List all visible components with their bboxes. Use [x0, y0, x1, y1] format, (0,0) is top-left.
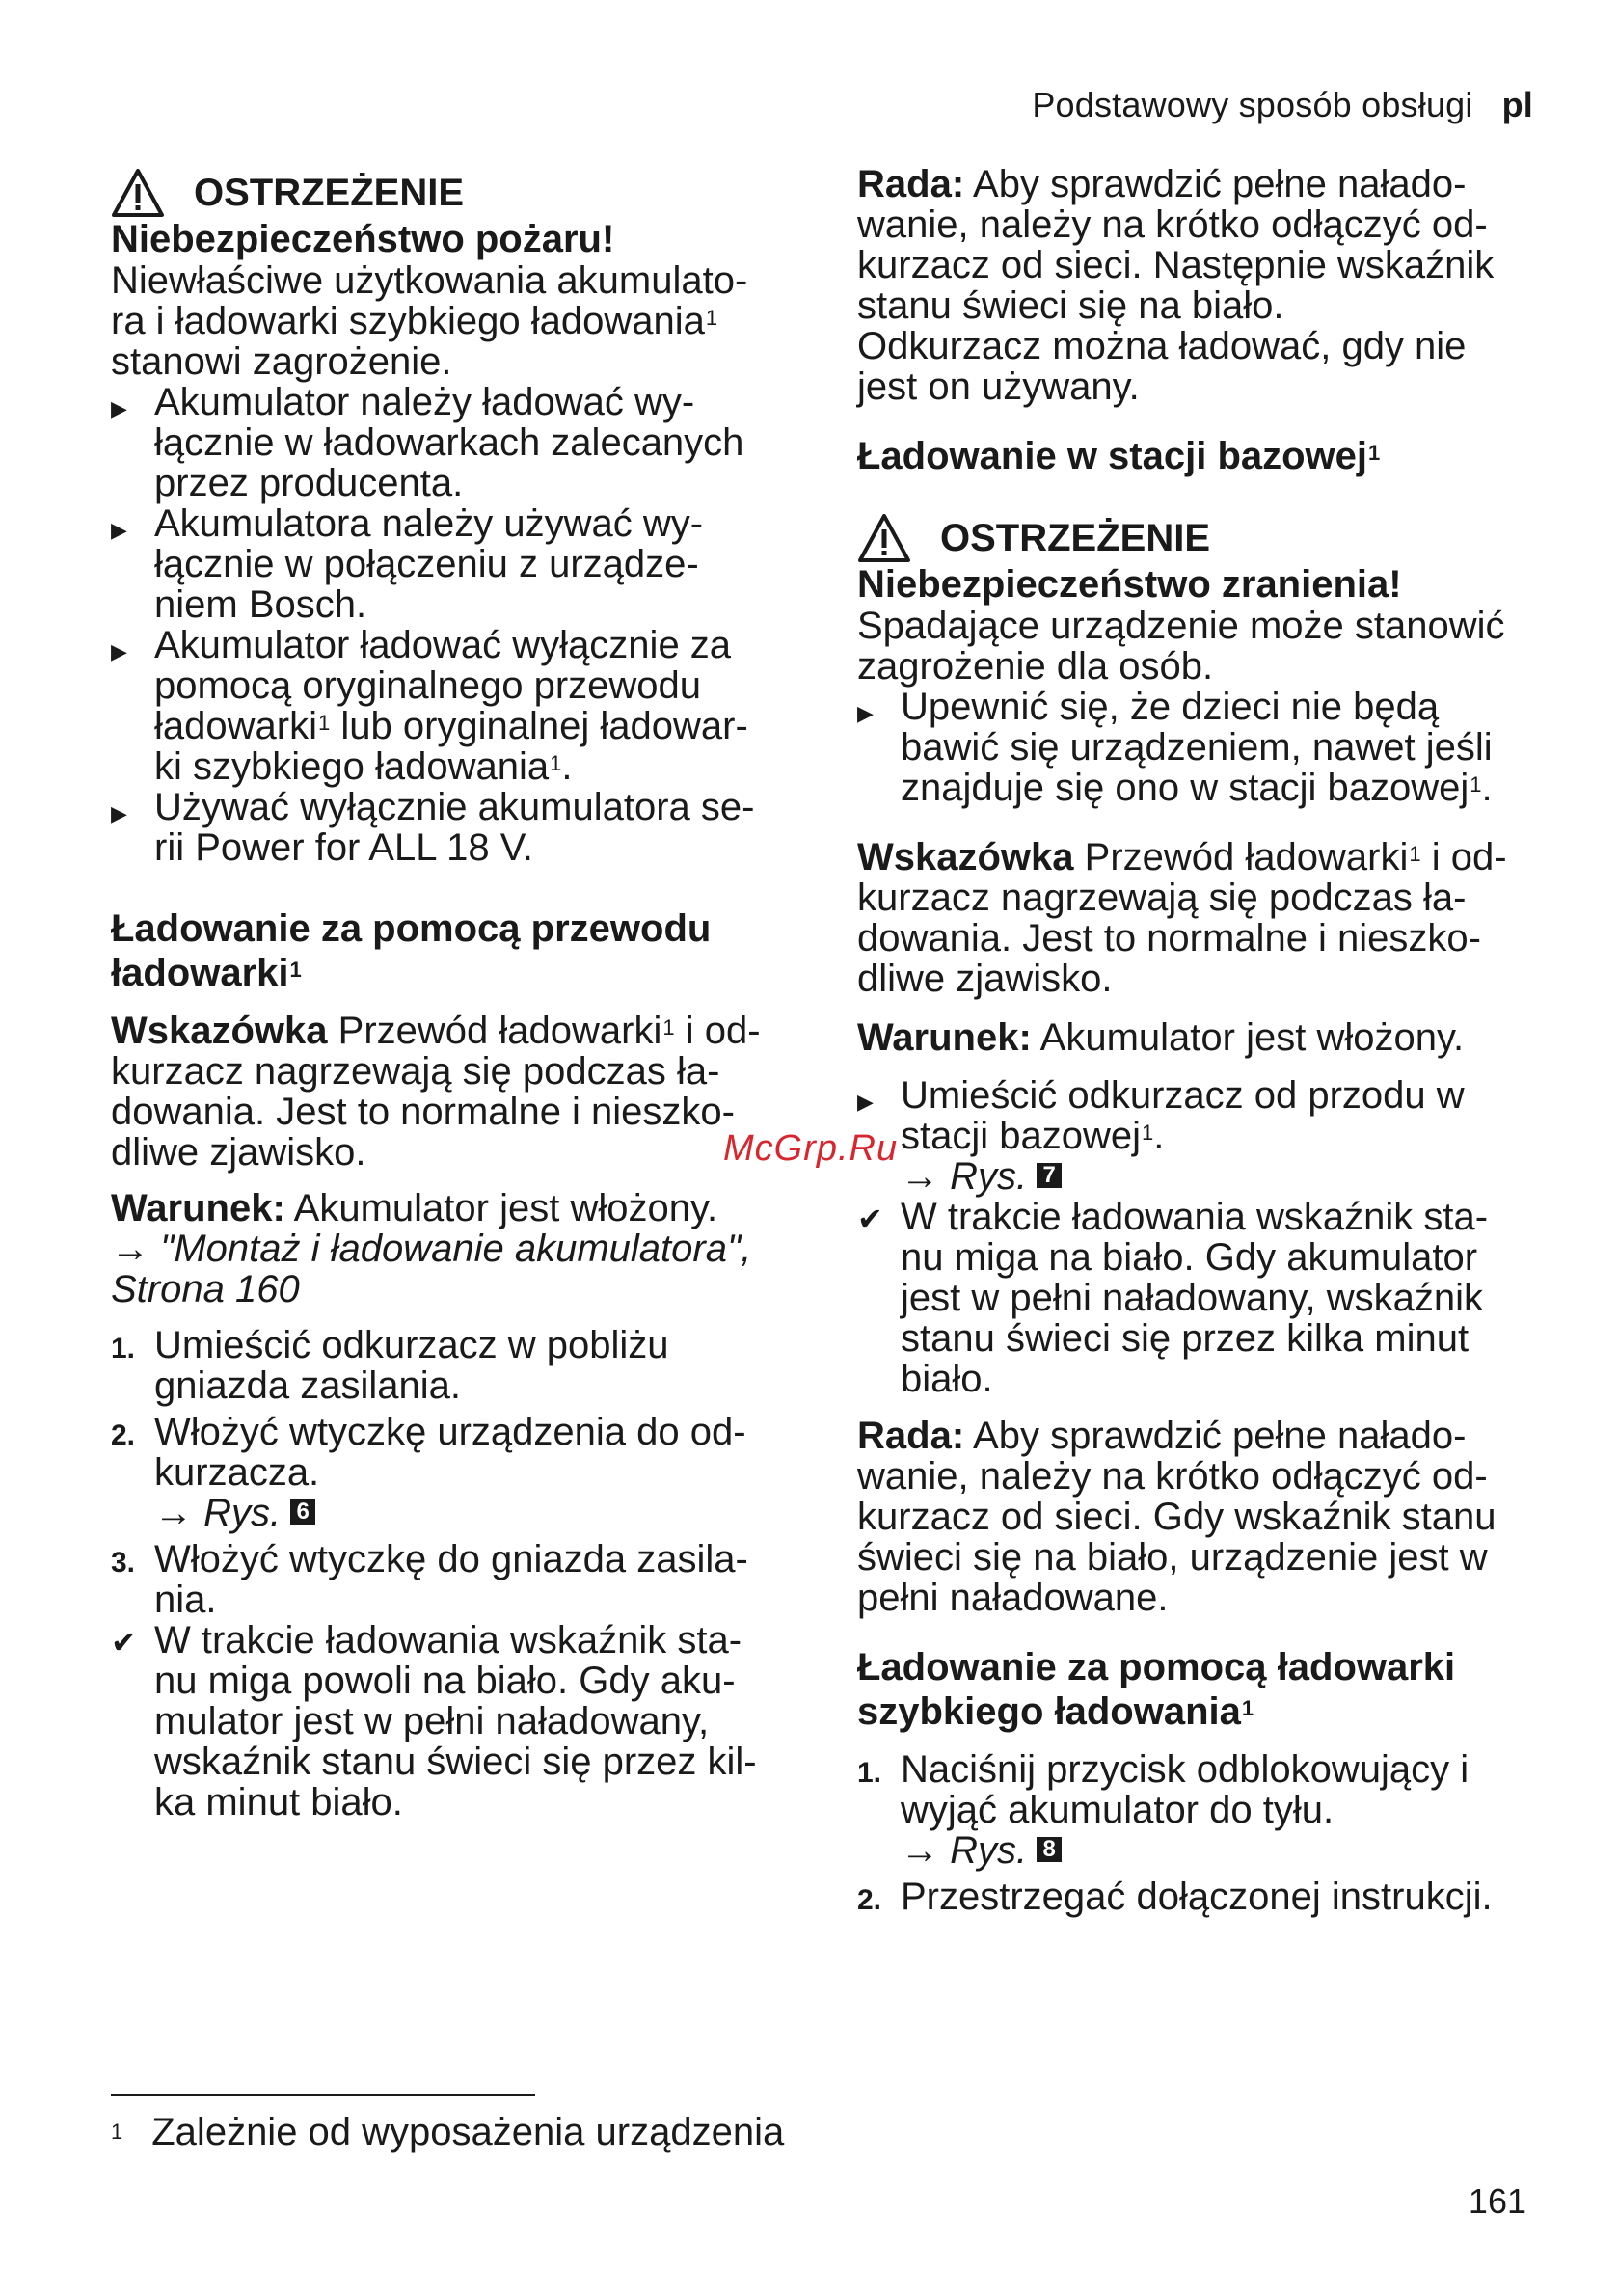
step-number: 1.	[111, 1333, 136, 1364]
list-item: ▶ Używać wyłącznie akumulatora se- rii Power for ALL 18 V.	[111, 786, 755, 869]
figure-number-badge: 8	[1037, 1837, 1062, 1862]
warning-heading	[857, 513, 1532, 563]
bullet-arrow-icon: ▶	[111, 396, 127, 420]
tip-check-block: Rada: Aby sprawdzić pełne nałado- wanie, należy na krótko odłączyć od- kurzacz od sieci. Następnie wskaźnik stanu świeci się na biało. Odkurzacz można ładować, gdy nie jest on używany.	[857, 163, 1495, 408]
figure-number-badge: 7	[1037, 1163, 1062, 1188]
step-number: 3.	[111, 1547, 136, 1579]
list-item: ▶ Upewnić się, że dzieci nie będą bawić się urządzeniem, nawet jeśli znajduje się ono w stacji bazowej$^1$.	[857, 686, 1493, 809]
checkmark-icon: ✔	[857, 1202, 883, 1236]
bullet-arrow-icon: ▶	[111, 639, 127, 663]
cable-charging-section: Ładowanie za pomocą przewodu ładowarki$^1$ Wskazówka Przewód ładowarki$^1$ i od- kurzacz nagrzewają się podczas ła- dowania. Jest to normalne i nieszko- dliwe zjawisko. Warunek: Akumulator jest włożony. → "Montaż i ładowanie akumulatora", Strona 160 1. Umieścić odkurzacz w pobliżu gniazda zasilania. 2. Włożyć wtyczkę urządzenia do od- kurzacza. → Rys. 6 3. Włożyć wtyczkę do gniazda zasila- nia. ✔ W trakcie ładowania wskaźnik sta- nu miga powoli na biało. Gdy aku- mulator jest w pełni naładowany, wskaźnik stanu świeci się przez kil- ka minut biało.	[111, 906, 786, 1823]
condition-block: Warunek: Akumulator jest włożony.	[857, 1016, 1465, 1059]
warning-title: OSTRZEŻENIE	[194, 172, 465, 214]
figure-reference[interactable]: → Rys. 7	[901, 1156, 1532, 1197]
running-header	[1032, 85, 1533, 125]
step-item: 2. Włożyć wtyczkę urządzenia do od- kurzacza. → Rys. 6	[111, 1412, 786, 1533]
warning-subtitle: Niebezpieczeństwo zranienia!	[857, 563, 1402, 606]
condition-block: Warunek: Akumulator jest włożony. → "Montaż i ładowanie akumulatora", Strona 160	[111, 1188, 786, 1310]
warning-triangle-icon	[111, 168, 165, 218]
station-steps	[857, 1075, 1532, 1399]
step-item: 2. Przestrzegać dołączonej instrukcji.	[857, 1877, 1532, 1917]
tip-label: Wskazówka	[857, 836, 1074, 878]
condition-label: Warunek:	[111, 1187, 285, 1229]
fire-warning-block: OSTRZEŻENIE Niebezpieczeństwo pożaru! Niewłaściwe użytkowania akumulato- ra i ładowarki szybkiego ładowania$^1$ stanowi zagrożenie. ▶ Akumulator należy ładować wy- łącznie w ładowarkach zalecanych przez producenta. ▶ Akumulatora należy używać wy- łącznie w połączeniu z urządze- niem Bosch. ▶ Akumulator ładować wyłącznie za pomocą oryginalnego przewodu ładowarki$^1$ lub oryginalnej ładowar- ki szybkiego ładowania$^1$. ▶ Używać wyłącznie akumulatora se- rii Power for ALL 18 V.	[111, 168, 786, 868]
list-item: ▶ Akumulator należy ładować wy- łącznie w ładowarkach zalecanych przez producenta.	[111, 381, 744, 504]
bullet-arrow-icon: ▶	[111, 518, 127, 542]
step-item: 3. Włożyć wtyczkę do gniazda zasila- nia.	[111, 1538, 748, 1621]
injury-warning-block: OSTRZEŻENIE Niebezpieczeństwo zranienia! Spadające urządzenie może stanowić zagrożenie dla osób. ▶ Upewnić się, że dzieci nie będą bawić się urządzeniem, nawet jeśli znajduje się ono w stacji bazowej$^1$.	[857, 513, 1532, 808]
section-heading: Ładowanie za pomocą przewodu	[111, 907, 712, 950]
footnote-number: 1	[111, 2120, 123, 2144]
warning-heading	[111, 168, 786, 218]
bullet-arrow-icon: ▶	[857, 701, 874, 725]
warning-title: OSTRZEŻENIE	[940, 517, 1211, 559]
warning-triangle-icon	[857, 513, 911, 563]
section-title: Podstawowy sposób obsługi	[1032, 85, 1473, 124]
footnote	[111, 2112, 784, 2152]
figure-reference[interactable]: → Rys. 6	[154, 1493, 786, 1533]
bullet-arrow-icon: ▶	[857, 1090, 874, 1114]
watermark: McGrp.Ru	[723, 1128, 899, 1169]
warning-subtitle: Niebezpieczeństwo pożaru!	[111, 218, 615, 260]
result-item: ✔ W trakcie ładowania wskaźnik sta- nu miga powoli na biało. Gdy aku- mulator jest w pełni naładowany, wskaźnik stanu świeci się przez kil- ka minut biało.	[111, 1619, 757, 1823]
result-item: ✔ W trakcie ładowania wskaźnik sta- nu miga na biało. Gdy akumulator jest w pełni naładowany, wskaźnik stanu świeci się przez kilka minut biało.	[857, 1196, 1489, 1400]
step-number: 2.	[857, 1884, 882, 1916]
list-item: ▶ Akumulator ładować wyłącznie za pomocą oryginalnego przewodu ładowarki$^1$ lub oryginalnej ładowar- ki szybkiego ładowania$^1$.	[111, 624, 748, 788]
tip-label: Rada:	[857, 163, 965, 205]
footnote-ref: 1	[705, 306, 718, 330]
step-item: 1. Umieścić odkurzacz w pobliżu gniazda zasilania.	[111, 1324, 669, 1407]
footnote-text: Zależnie od wyposażenia urządzenia	[151, 2111, 785, 2153]
condition-label: Warunek:	[857, 1016, 1032, 1059]
tip-block: Wskazówka Przewód ładowarki$^1$ i od- kurzacz nagrzewają się podczas ła- dowania. Jest to normalne i nieszko- dliwe zjawisko.	[111, 1010, 761, 1174]
tip-check-block-2: Rada: Aby sprawdzić pełne nałado- wanie, należy na krótko odłączyć od- kurzacz od sieci. Gdy wskaźnik stanu świeci się na biało, urządzenie jest w pełni naładowane.	[857, 1415, 1497, 1619]
footnote-divider	[111, 2094, 535, 2096]
steps-list	[111, 1325, 786, 1823]
list-item: ▶ Akumulatora należy używać wy- łącznie w połączeniu z urządze- niem Bosch.	[111, 502, 704, 626]
figure-reference[interactable]: → Rys. 8	[901, 1830, 1532, 1871]
section-heading: Ładowanie za pomocą ładowarki	[857, 1646, 1456, 1688]
warning-text: Niewłaściwe użytkowania akumulato-	[111, 259, 748, 302]
step-item: 1. Naciśnij przycisk odblokowujący i wyjąć akumulator do tyłu. → Rys. 8	[857, 1749, 1532, 1871]
step-number: 1.	[857, 1757, 882, 1789]
figure-number-badge: 6	[290, 1499, 315, 1525]
cross-reference-link[interactable]: → "Montaż i ładowanie akumulatora",	[111, 1228, 752, 1270]
tip-label: Rada:	[857, 1415, 965, 1457]
list-item: ▶ Umieścić odkurzacz od przodu w stacji bazowej$^1$. → Rys. 7	[857, 1075, 1532, 1197]
fast-charger-section: Ładowanie za pomocą ładowarki szybkiego ładowania$^1$ 1. Naciśnij przycisk odblokowujący i wyjąć akumulator do tyłu. → Rys. 8 2. Przestrzegać dołączonej instrukcji.	[857, 1645, 1532, 1917]
bullet-arrow-icon: ▶	[111, 801, 127, 825]
step-number: 2.	[111, 1419, 136, 1451]
section-heading: Ładowanie w stacji bazowej$^1$	[857, 435, 1381, 477]
steps-list	[857, 1749, 1532, 1917]
language-code: pl	[1501, 85, 1533, 124]
tip-block: Wskazówka Przewód ładowarki$^1$ i od- kurzacz nagrzewają się podczas ła- dowania. Jest to normalne i nieszko- dliwe zjawisko.	[857, 836, 1507, 1000]
checkmark-icon: ✔	[111, 1625, 137, 1660]
page-number: 161	[1468, 2181, 1526, 2221]
tip-label: Wskazówka	[111, 1010, 328, 1052]
